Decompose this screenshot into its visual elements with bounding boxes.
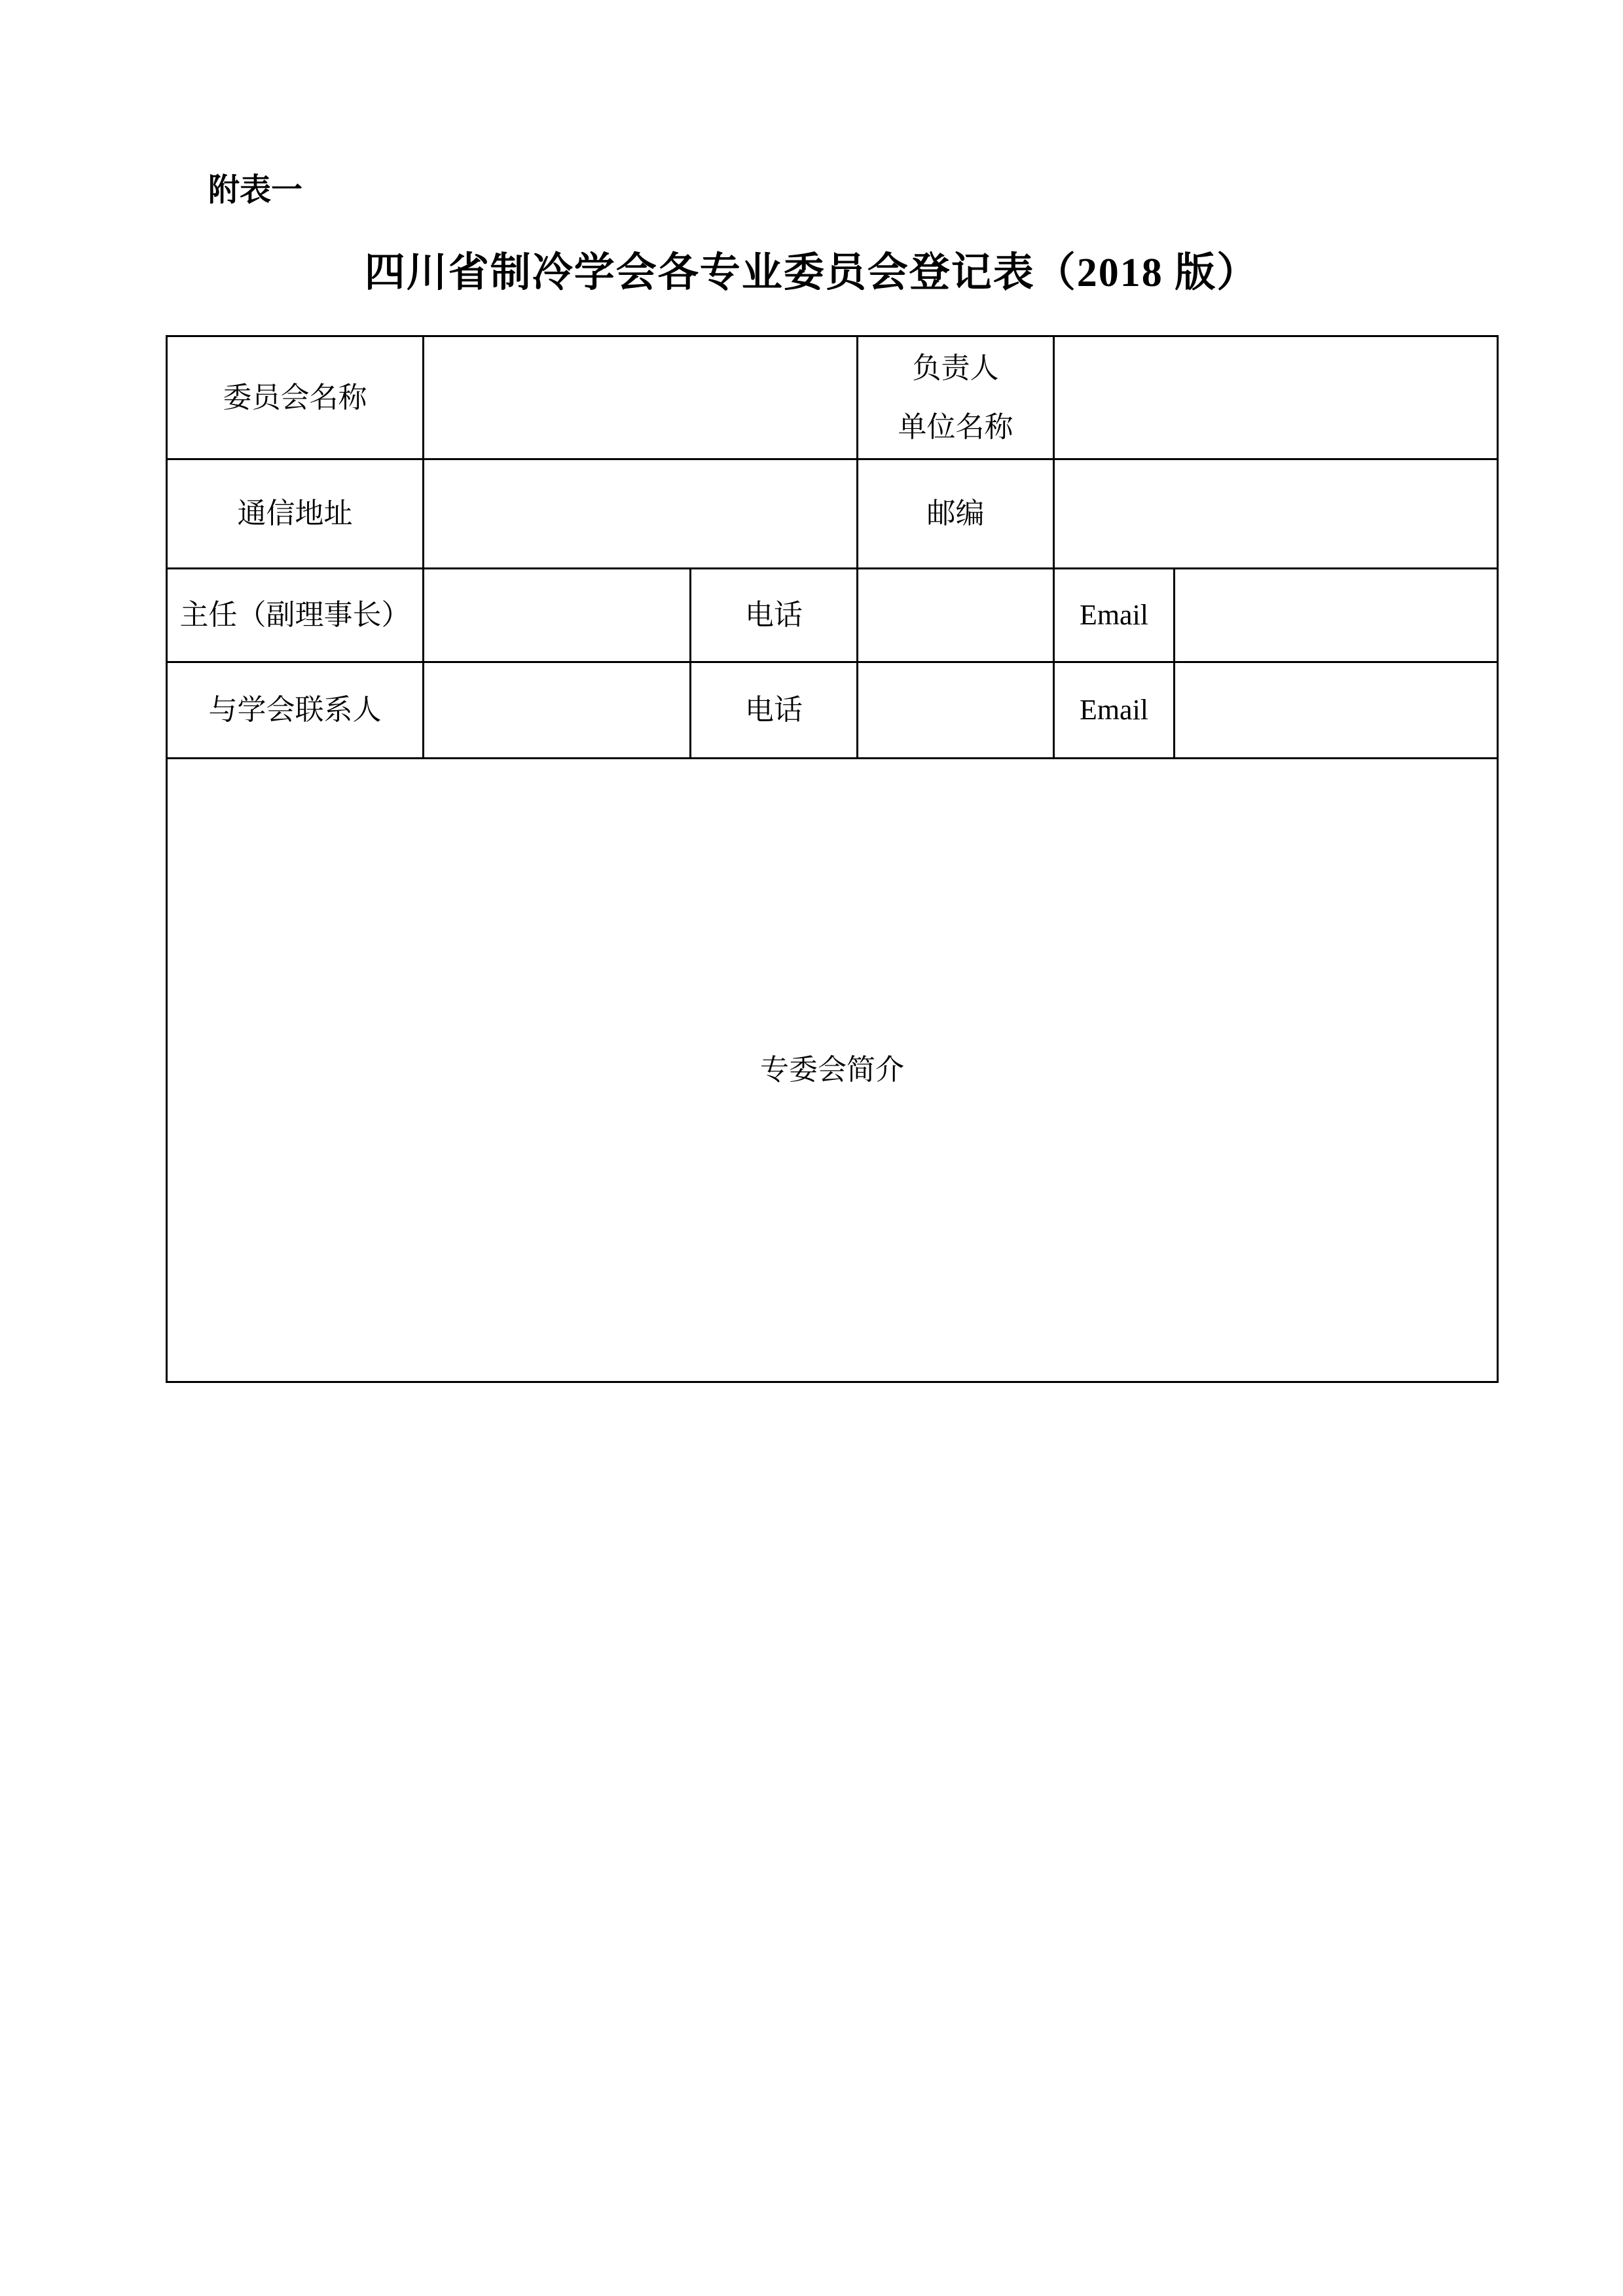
director-field[interactable]: [424, 569, 691, 662]
address-field[interactable]: [424, 459, 858, 569]
table-row: [167, 759, 1498, 1382]
contact-email-label: Email: [1054, 662, 1175, 759]
table-row: [167, 569, 1498, 662]
intro-cell[interactable]: [167, 759, 1498, 1382]
postcode-label: 邮编: [858, 459, 1054, 569]
contact-label: 与学会联系人: [167, 662, 424, 759]
director-phone-field[interactable]: [858, 569, 1054, 662]
contact-phone-field[interactable]: [858, 662, 1054, 759]
registration-form-table: [166, 335, 1499, 1383]
contact-email-field[interactable]: [1175, 662, 1498, 759]
committee-name-field[interactable]: [424, 336, 858, 459]
contact-field[interactable]: [424, 662, 691, 759]
leader-org-label-line2: 单位名称: [898, 410, 1013, 443]
director-email-field[interactable]: [1175, 569, 1498, 662]
leader-org-label-line1: 负责人: [912, 351, 999, 384]
leader-org-label: [858, 336, 1054, 459]
director-email-label: Email: [1054, 569, 1175, 662]
director-phone-label: 电话: [691, 569, 858, 662]
appendix-label: 附表一: [208, 173, 303, 207]
director-label: 主任（副理事长）: [167, 569, 424, 662]
address-label: 通信地址: [167, 459, 424, 569]
table-row: [167, 459, 1498, 569]
table-row: [167, 336, 1498, 459]
page-title: 四川省制冷学会各专业委员会登记表（2018 版）: [364, 251, 1259, 295]
table-row: [167, 662, 1498, 759]
leader-org-field[interactable]: [1054, 336, 1498, 459]
contact-phone-label: 电话: [691, 662, 858, 759]
committee-name-label: 委员会名称: [167, 336, 424, 459]
intro-label: 专委会简介: [760, 1054, 904, 1086]
postcode-field[interactable]: [1054, 459, 1498, 569]
